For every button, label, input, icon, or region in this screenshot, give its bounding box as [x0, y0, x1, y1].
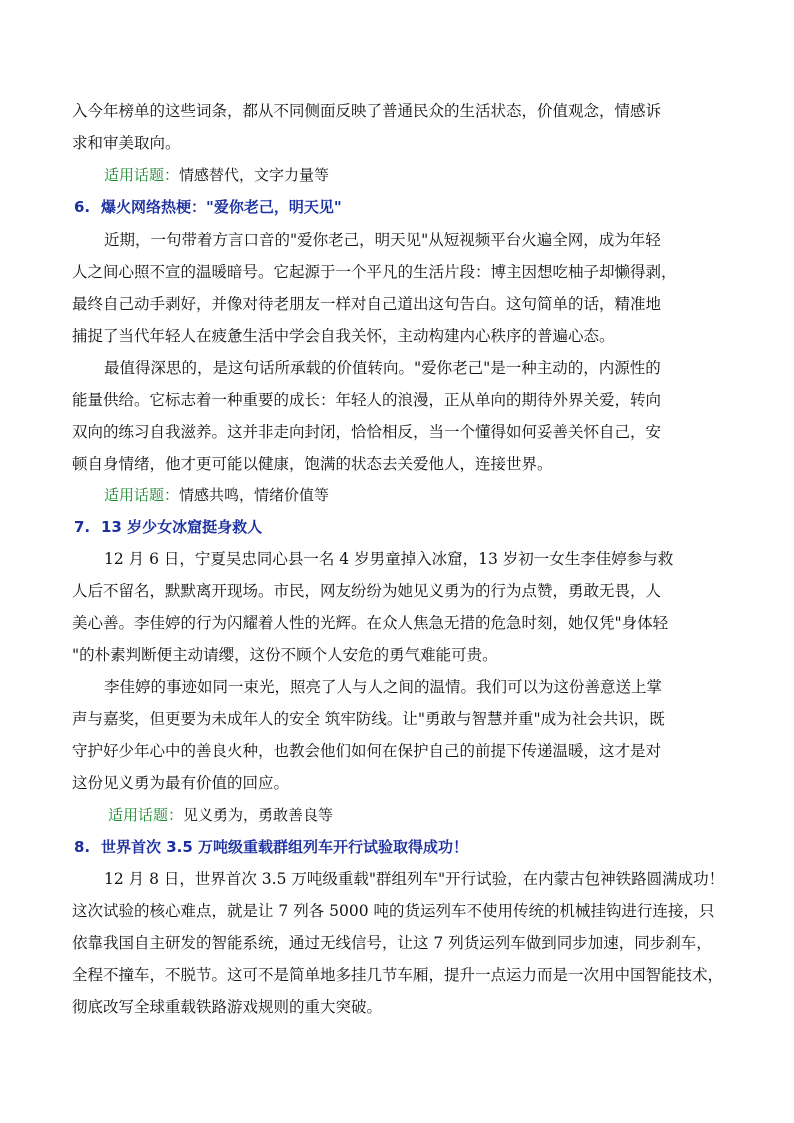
section-title: 爆火网络热梗："爱你老己，明天见" — [101, 198, 342, 216]
section-number: 7. — [74, 518, 91, 536]
topic-line-6 — [104, 485, 329, 505]
intro-line-2: 求和审美取向。 — [72, 134, 181, 152]
s6-p2-line-3: 双向的练习自我滋养。这并非走向封闭，恰恰相反，当一个懂得如何妥善关怀自己，安 — [72, 423, 662, 441]
topic-line-5 — [104, 165, 329, 185]
s8-p1-line-4: 全程不撞车，不脱节。这可不是简单地多挂几节车厢，提升一点运力而是一次用中国智能技术， — [72, 966, 724, 984]
topic-prefix: 适用话题： — [108, 806, 184, 824]
s8-p1-line-1: 12 月 8 日，世界首次 3.5 万吨级重载"群组列车"开行试验，在内蒙古包神铁路圆满成功！ — [104, 870, 725, 888]
section-title: 世界首次 3.5 万吨级重载群组列车开行试验取得成功！ — [101, 838, 469, 856]
s7-p2-line-4: 这份见义勇为最有价值的回应。 — [72, 774, 290, 792]
section-number: 6. — [74, 198, 91, 216]
s7-p1-line-2: 人后不留名，默默离开现场。市民，网友纷纷为她见义勇为的行为点赞，勇敢无畏，人 — [72, 582, 662, 600]
section-title: 13 岁少女冰窟挺身救人 — [101, 518, 263, 536]
topic-prefix: 适用话题： — [104, 166, 180, 184]
s6-p1-line-3: 最终自己动手剥好，并像对待老朋友一样对自己道出这句告白。这句简单的话，精准地 — [72, 295, 662, 313]
section-8-heading — [74, 837, 468, 857]
s6-p2-line-4: 顿自身情绪，他才更可能以健康，饱满的状态去关爱他人，连接世界。 — [72, 455, 553, 473]
topic-prefix: 适用话题： — [104, 486, 180, 504]
s7-p2-line-1: 李佳婷的事迹如同一束光，照亮了人与人之间的温情。我们可以为这份善意送上掌 — [104, 678, 663, 696]
s7-p1-line-4: "的朴素判断便主动请缨，这份不顾个人安危的勇气难能可贵。 — [72, 646, 498, 664]
topic-line-7 — [108, 805, 333, 825]
s8-p1-line-5: 彻底改写全球重载铁路游戏规则的重大突破。 — [72, 998, 383, 1016]
topic-text: 见义勇为，勇敢善良等 — [183, 806, 334, 824]
s7-p2-line-3: 守护好少年心中的善良火种，也教会他们如何在保护自己的前提下传递温暖，这才是对 — [72, 742, 662, 760]
section-7-heading — [74, 517, 262, 537]
section-6-heading — [74, 197, 342, 217]
s6-p1-line-4: 捕捉了当代年轻人在疲惫生活中学会自我关怀，主动构建内心秩序的普遍心态。 — [72, 327, 615, 345]
s6-p2-line-1: 最值得深思的，是这句话所承载的价值转向。"爱你老己"是一种主动的，内源性的 — [104, 359, 661, 377]
s6-p2-line-2: 能量供给。它标志着一种重要的成长：年轻人的浪漫，正从单向的期待外界关爱，转向 — [72, 391, 662, 409]
intro-line-1: 入今年榜单的这些词条，都从不同侧面反映了普通民众的生活状态，价值观念，情感诉 — [72, 102, 662, 120]
topic-text: 情感替代，文字力量等 — [179, 166, 330, 184]
s7-p1-line-1: 12 月 6 日，宁夏吴忠同心县一名 4 岁男童掉入冰窟，13 岁初一女生李佳婷参与救 — [104, 550, 674, 568]
s8-p1-line-3: 依靠我国自主研发的智能系统，通过无线信号，让这 7 列货运列车做到同步加速，同步刹车， — [72, 934, 712, 952]
s8-p1-line-2: 这次试验的核心难点，就是让 7 列各 5000 吨的货运列车不使用传统的机械挂钩进行连接，只 — [72, 902, 715, 920]
s6-p1-line-1: 近期，一句带着方言口音的"爱你老己，明天见"从短视频平台火遍全网，成为年轻 — [104, 231, 661, 249]
s7-p2-line-2: 声与嘉奖，但更要为未成年人的安全 筑牢防线。让"勇敢与智慧并重"成为社会共识，既 — [72, 710, 665, 728]
section-number: 8. — [74, 838, 91, 856]
s7-p1-line-3: 美心善。李佳婷的行为闪耀着人性的光辉。在众人焦急无措的危急时刻，她仅凭"身体轻 — [72, 614, 669, 632]
topic-text: 情感共鸣，情绪价值等 — [179, 486, 330, 504]
s6-p1-line-2: 人之间心照不宣的温暖暗号。它起源于一个平凡的生活片段：博主因想吃柚子却懒得剥， — [72, 263, 677, 281]
